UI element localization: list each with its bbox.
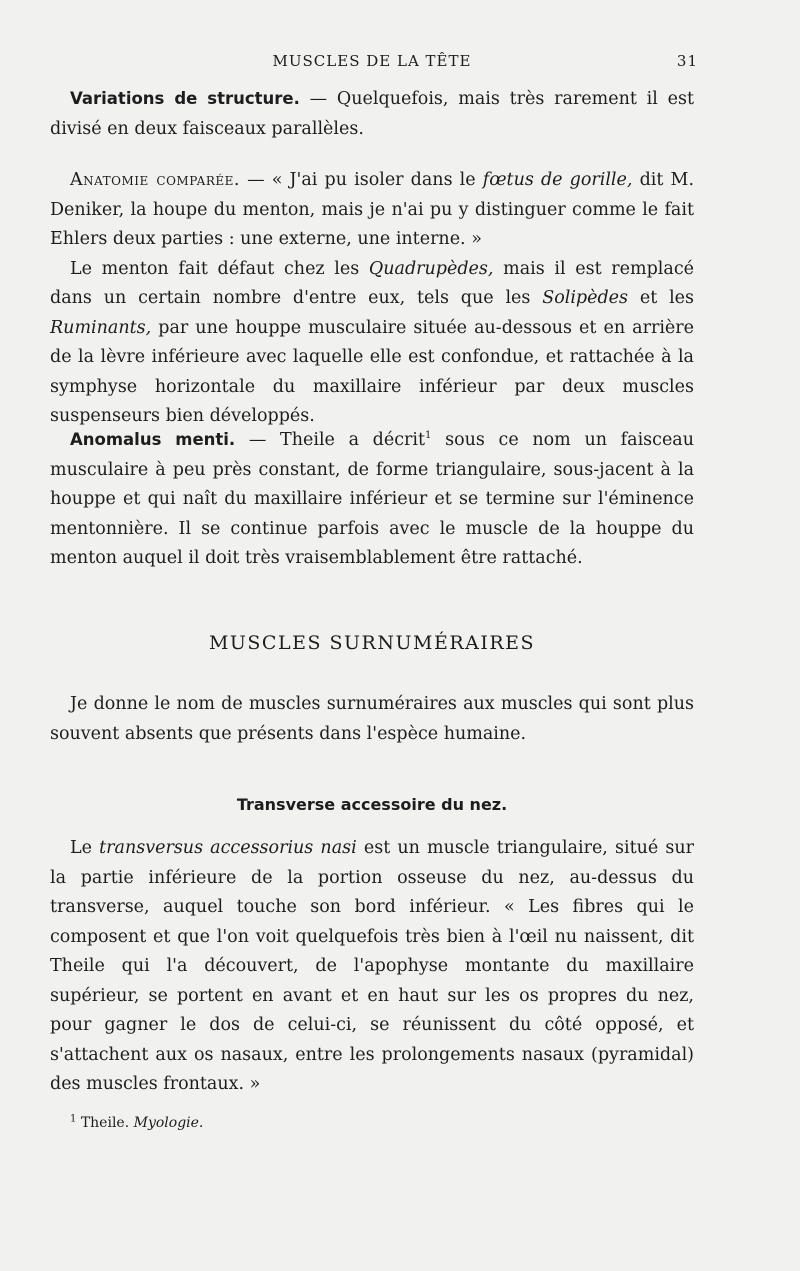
anatomie-text-2: dit M. Deniker, la houpe du menton, mais je n'ai pu y distinguer comme le fait Ehlers deux parties : une externe, une interne. » [50, 170, 695, 249]
transverse-text-1: Le [70, 838, 100, 858]
menton-text-2: mais il est remplacé dans un certain nombre d'entre eux, tels que les [50, 258, 694, 308]
menton-italic-3: Ruminants, [50, 317, 152, 338]
section-intro: Je donne le nom de muscles surnuméraires aux muscles qui sont plus souvent absents que présents dans l'espèce humaine. [50, 694, 694, 744]
anatomie-heading: Anatomie comparée. [70, 170, 240, 190]
footnote-author: Theile. [80, 1115, 134, 1131]
subsection-title: Transverse accessoire du nez. [236, 795, 508, 814]
variations-heading: Variations de structure. [70, 89, 300, 108]
anomalus-paragraph [50, 425, 694, 574]
anatomie-text-1: — « J'ai pu isoler dans le [239, 170, 483, 190]
menton-italic-2: Solipèdes [542, 288, 629, 308]
footnote [70, 1115, 203, 1131]
menton-text-3: et les [628, 288, 694, 308]
anomalus-text-2: sous ce nom un faisceau musculaire à peu près constant, de forme triangulaire, sous-jacent à la houppe et qui naît du maxillaire inférieur et se termine sur l'éminence mentonnière. Il se continue parfois avec le muscle de la houppe du menton auquel il doit très vraisemblablement être rattaché. [50, 430, 695, 568]
transverse-paragraph [50, 834, 694, 1100]
page-number: 31 [676, 52, 698, 70]
menton-paragraph [50, 255, 694, 432]
menton-text-4: par une houppe musculaire située au-dessous et en arrière de la lèvre inférieure avec laquelle elle est confondue, et rattachée à la symphyse horizontale du maxillaire inférieur par deux muscles suspenseurs bien développés. [50, 317, 694, 426]
running-header [50, 52, 698, 74]
footnote-mark: 1 [70, 1113, 77, 1125]
running-title: MUSCLES DE LA TÊTE [272, 52, 472, 70]
menton-text-1: Le menton fait défaut chez les [70, 258, 369, 279]
variations-paragraph [50, 84, 694, 144]
menton-italic-1: Quadrupèdes, [368, 258, 494, 279]
anatomie-italic-1: fœtus de gorille, [482, 170, 633, 190]
section-title: MUSCLES SURNUMÉRAIRES [208, 632, 536, 654]
anomalus-heading: Anomalus menti. [70, 430, 236, 449]
anomalus-text-1: — Theile a décrit [235, 430, 426, 450]
footnote-work: Myologie. [133, 1115, 204, 1131]
anatomie-paragraph [50, 166, 694, 432]
section-intro-paragraph [50, 690, 694, 749]
transverse-text-2: est un muscle triangulaire, situé sur la partie inférieure de la portion osseuse du nez, au-dessus du transverse, auquel touche son bord inférieur. « Les fibres qui le composent et que l'on voit quelquefois très bien à l'œil nu naissent, dit Theile qui l'a découvert, de l'apophyse montante du maxillaire supérieur, se portent en avant et en haut sur les os propres du nez, pour gagner le dos de celui-ci, se réunissent du côté opposé, et s'attachent aux os nasaux, entre les prolongements nasaux (pyramidal) des muscles frontaux. » [50, 838, 695, 1094]
transverse-italic-1: transversus accessorius nasi [99, 838, 357, 858]
footnote-reference: 1 [425, 430, 432, 442]
variations-text: — Quelquefois, mais très rarement il est divisé en deux faisceaux parallèles. [50, 89, 694, 139]
